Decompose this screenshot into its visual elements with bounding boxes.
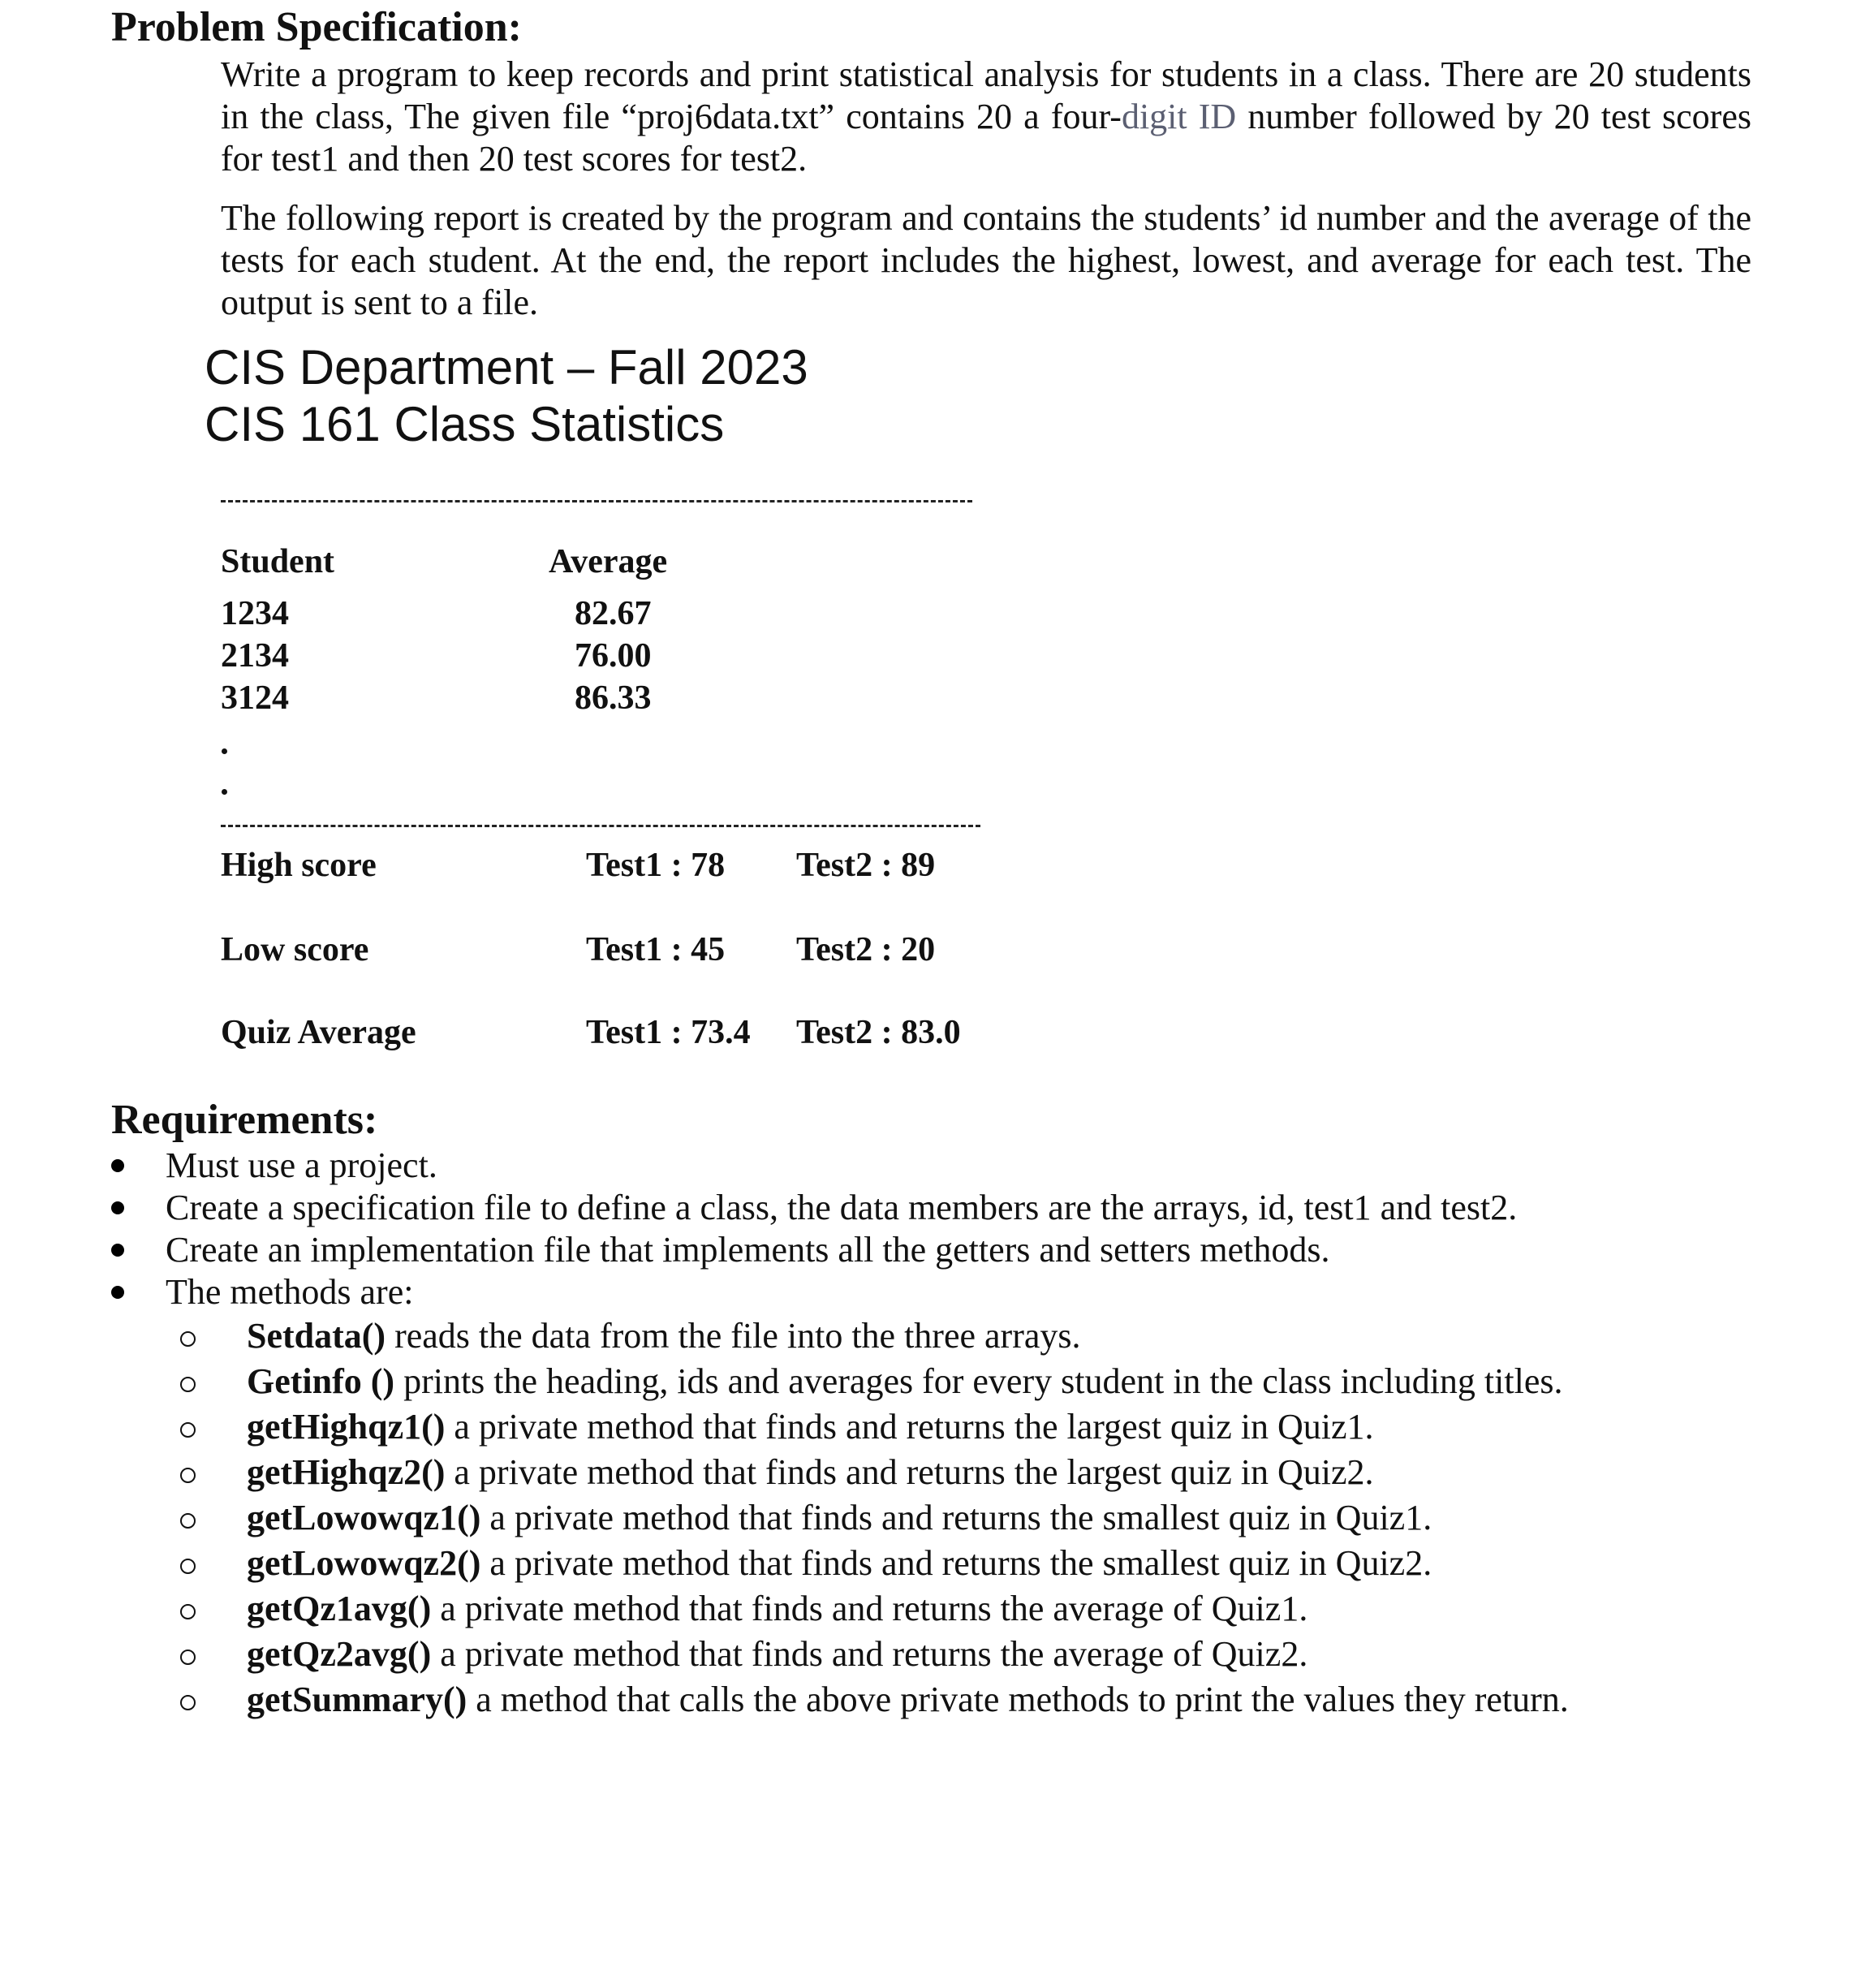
circle-bullet-icon [180,1422,196,1438]
bullet-marker [111,1244,124,1257]
report-row-id: 2134 [221,637,289,675]
bullet-marker [111,1286,124,1299]
summary-low-label: Low score [221,931,369,968]
report-row-id: 3124 [221,679,289,717]
report-title-class: CIS 161 Class Statistics [205,397,725,451]
report-column-student: Student [221,543,335,580]
circle-bullet-icon [180,1695,196,1710]
method-item [247,1497,1432,1538]
method-name: getQz1avg() [247,1589,432,1628]
spec-heading: Problem Specification: [111,4,522,50]
method-item [247,1679,1569,1720]
method-description: a private method that finds and returns the smallest quiz in Quiz1. [480,1498,1432,1537]
requirement-item: Create a specification file to define a class, the data members are the arrays, id, test1 and test2. [166,1188,1518,1227]
method-name: getQz2avg() [247,1634,432,1674]
continuation-dot [222,789,227,795]
spec-paragraph-2: The following report is created by the program and contains the students’ id number and the average of the tests for each student. At the end, the report includes the highest, lowest, and average for each test. The output is sent to a file. [221,198,1751,322]
method-description: a private method that finds and returns the largest quiz in Quiz2. [445,1452,1374,1492]
requirement-item: The methods are: [166,1272,414,1312]
method-name: getSummary() [247,1680,467,1719]
method-item [247,1361,1562,1402]
method-name: getLowowqz1() [247,1498,481,1537]
method-name: getLowowqz2() [247,1543,481,1583]
summary-low-test1: Test1 : 45 [586,931,726,968]
spec-paragraph-1 [221,54,1751,180]
method-item [247,1542,1432,1584]
summary-high-test2: Test2 : 89 [796,847,936,884]
method-description: prints the heading, ids and averages for every student in the class including titles. [394,1361,1563,1401]
summary-average-test1: Test1 : 73.4 [586,1014,751,1051]
summary-average-label: Quiz Average [221,1014,416,1051]
method-item [247,1406,1374,1447]
report-divider-top [221,500,972,502]
circle-bullet-icon [180,1468,196,1483]
method-description: a private method that finds and returns the smallest quiz in Quiz2. [480,1543,1432,1583]
summary-high-label: High score [221,847,377,884]
circle-bullet-icon [180,1377,196,1392]
report-row-average: 86.33 [575,679,652,717]
spec-paragraph-1-text-a: Write a program to keep records and print statistical analysis for students in a class. There are 20 students in the class, The given file “proj6data.txt” contains 20 a four- [221,54,1751,136]
circle-bullet-icon [180,1604,196,1619]
report-title-department: CIS Department – Fall 2023 [205,340,808,395]
spec-paragraph-1-highlight: digit ID [1121,97,1237,136]
circle-bullet-icon [180,1513,196,1529]
method-name: Setdata() [247,1316,386,1356]
report-column-average: Average [549,543,668,580]
method-description: a private method that finds and returns the average of Quiz2. [431,1634,1308,1674]
requirement-item: Must use a project. [166,1145,437,1185]
summary-high-test1: Test1 : 78 [586,847,726,884]
method-item [247,1451,1374,1493]
requirements-heading: Requirements: [111,1097,378,1143]
circle-bullet-icon [180,1559,196,1574]
method-description: a method that calls the above private methods to print the values they return. [467,1680,1569,1719]
report-row-average: 82.67 [575,595,652,632]
method-description: a private method that finds and returns the average of Quiz1. [431,1589,1308,1628]
method-description: reads the data from the file into the three arrays. [386,1316,1081,1356]
method-item [247,1315,1081,1356]
method-name: getHighqz2() [247,1452,446,1492]
method-name: getHighqz1() [247,1407,446,1447]
summary-low-test2: Test2 : 20 [796,931,936,968]
circle-bullet-icon [180,1649,196,1665]
bullet-marker [111,1159,124,1172]
method-description: a private method that finds and returns the largest quiz in Quiz1. [445,1407,1374,1447]
requirement-item: Create an implementation file that implements all the getters and setters methods. [166,1230,1330,1270]
circle-bullet-icon [180,1331,196,1347]
method-item [247,1633,1307,1675]
summary-average-test2: Test2 : 83.0 [796,1014,961,1051]
spec-paragraph-1-text-b: number followed by 20 test scores for test1 and then 20 test scores for test2. [221,97,1751,179]
report-divider-bottom [221,825,980,827]
continuation-dot [222,748,227,754]
method-item [247,1588,1307,1629]
method-name: Getinfo () [247,1361,395,1401]
report-row-average: 76.00 [575,637,652,675]
report-row-id: 1234 [221,595,289,632]
bullet-marker [111,1201,124,1214]
